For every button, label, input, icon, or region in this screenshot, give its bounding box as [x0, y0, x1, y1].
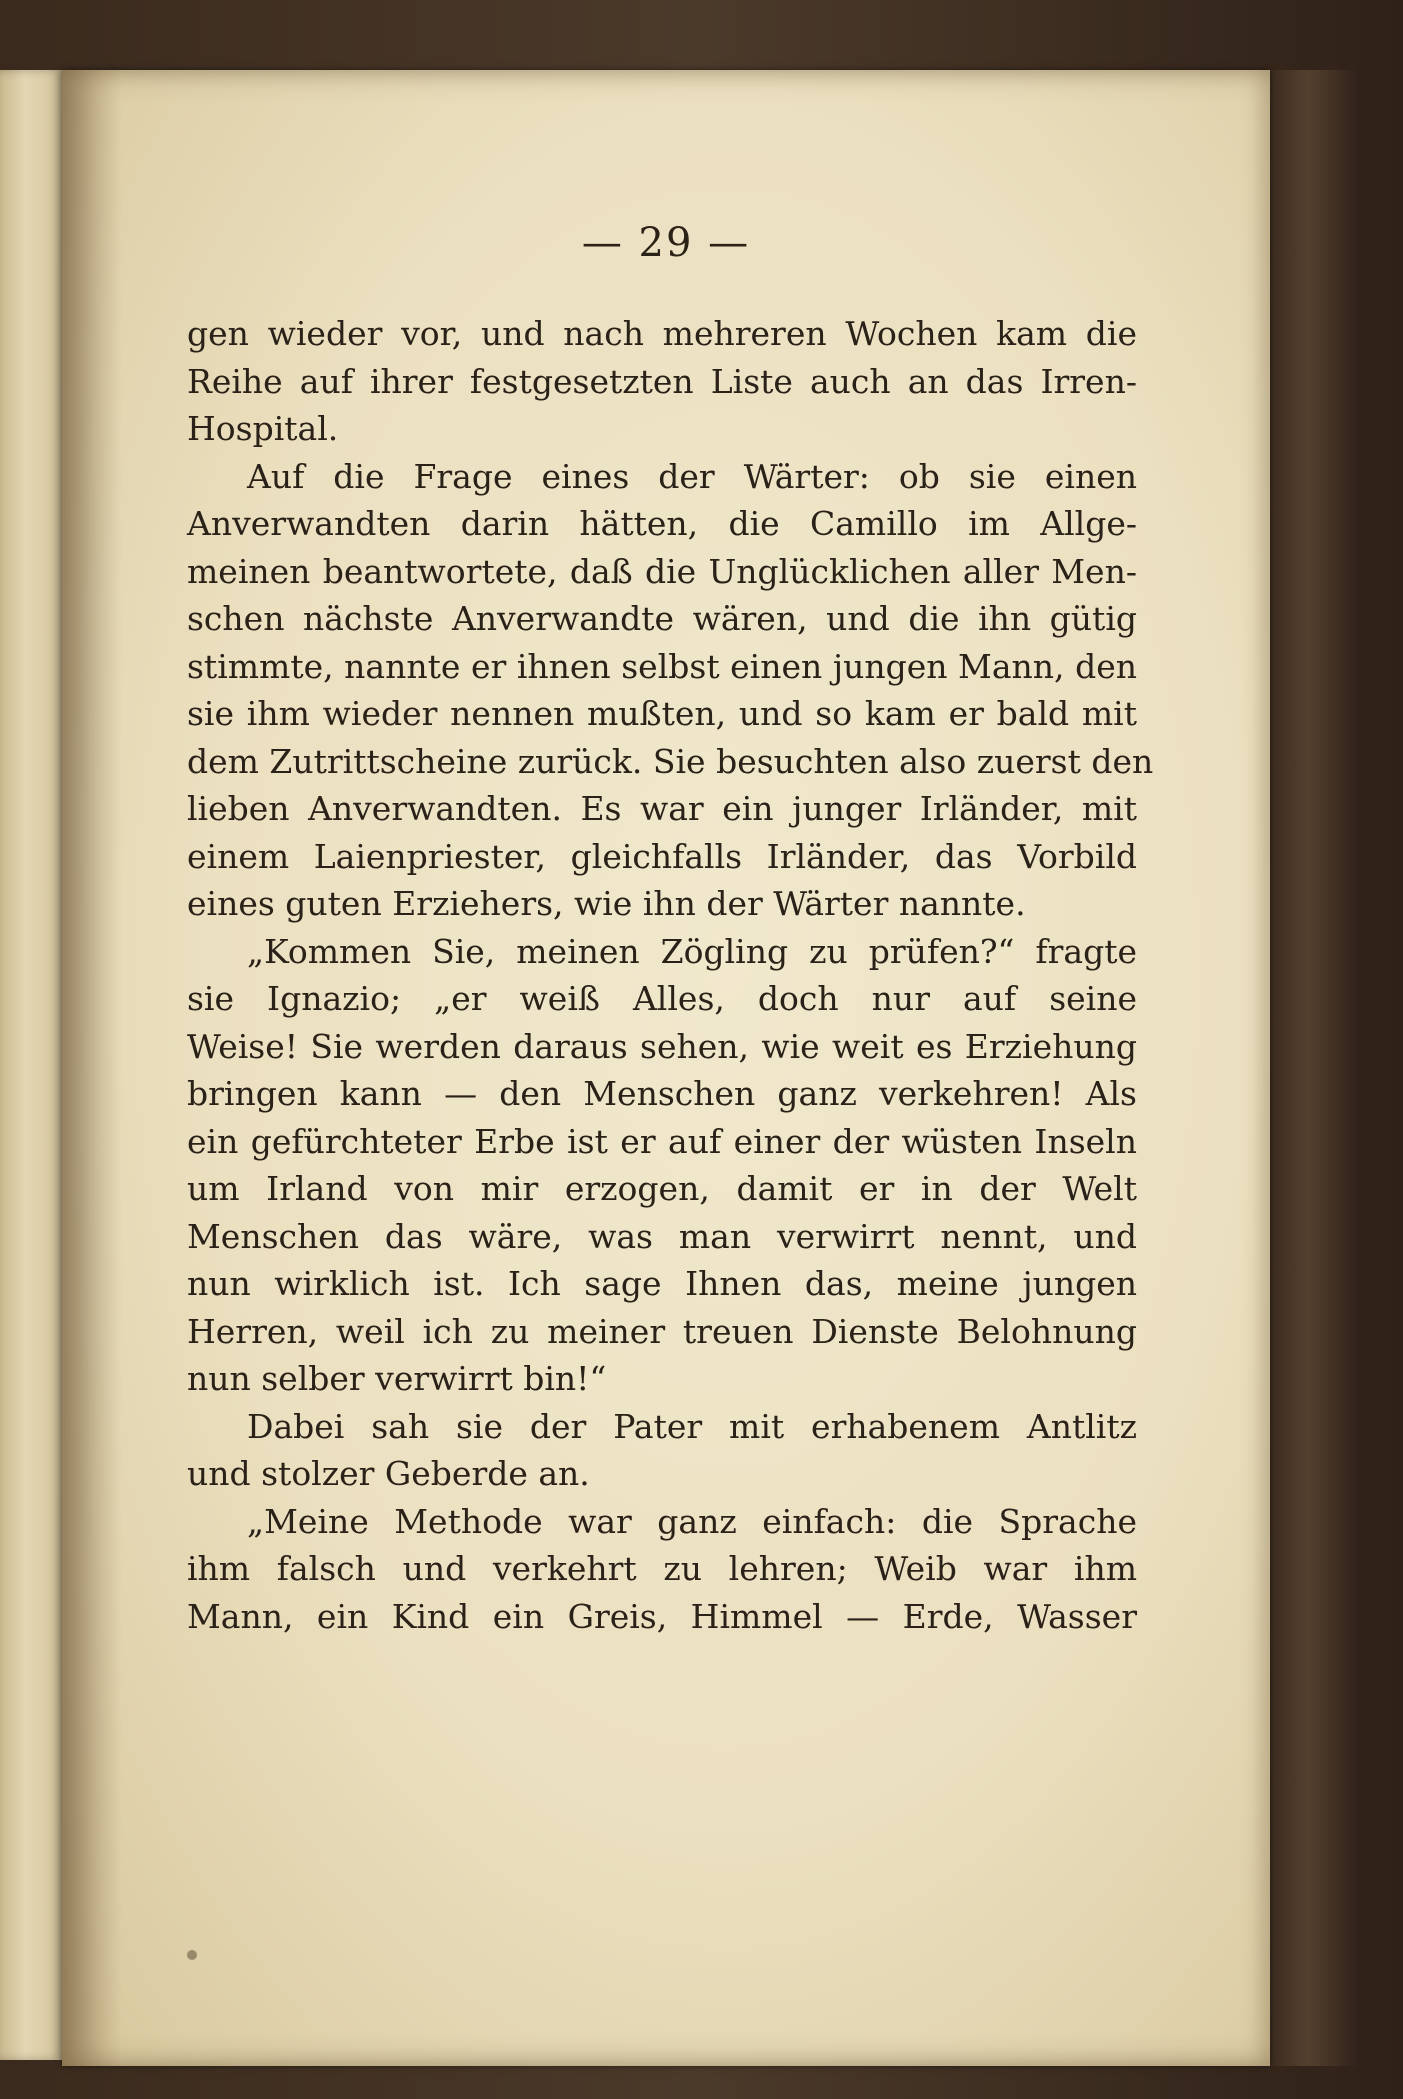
text-line: „Meine Methode war ganz einfach: die Sprache [247, 1501, 1137, 1541]
text-line: „Kommen Sie, meinen Zögling zu prüfen?“ fragte [247, 931, 1137, 971]
book-page [62, 70, 1270, 2066]
spine-shadow [62, 70, 122, 2066]
text-line: Reihe auf ihrer festgesetzten Liste auch an das Irren- [187, 361, 1137, 401]
text-line: bringen kann — den Menschen ganz verkehren! Als [187, 1074, 1137, 1113]
text-line: ein gefürchteter Erbe ist er auf einer der wüsten Inseln [187, 1121, 1137, 1161]
text-line: lieben Anverwandten. Es war ein junger Irländer, mit [187, 789, 1137, 828]
text-line: sie Ignazio; „er weiß Alles, doch nur auf seine [187, 979, 1137, 1018]
text-line: Auf die Frage eines der Wärter: ob sie einen [247, 456, 1137, 496]
text-line: Weise! Sie werden daraus sehen, wie weit es Erziehung [187, 1026, 1137, 1066]
text-line: stimmte, nannte er ihnen selbst einen jungen Mann, den [187, 646, 1137, 686]
text-line: einem Laienpriester, gleichfalls Irländer, das Vorbild [187, 836, 1137, 876]
text-line: dem Zutrittscheine zurück. Sie besuchten also zuerst den [187, 741, 1154, 781]
text-line: Herren, weil ich zu meiner treuen Dienste Belohnung [187, 1311, 1137, 1351]
text-line: Menschen das wäre, was man verwirrt nennt, und [187, 1216, 1137, 1256]
text-line: schen nächste Anverwandte wären, und die ihn gütig [187, 599, 1137, 638]
text-line: meinen beantwortete, daß die Unglücklichen aller Men- [187, 551, 1137, 591]
text-line: Anverwandten darin hätten, die Camillo im Allge- [187, 504, 1137, 543]
text-line: nun wirklich ist. Ich sage Ihnen das, meine jungen [187, 1264, 1137, 1303]
text-line: und stolzer Geberde an. [187, 1454, 590, 1493]
page-body [187, 310, 1154, 1640]
text-line: um Irland von mir erzogen, damit er in der Welt [187, 1169, 1137, 1208]
book-cover-edge [1270, 70, 1363, 2066]
page-number: — 29 — [581, 220, 751, 266]
text-line: Mann, ein Kind ein Greis, Himmel — Erde, Wasser [187, 1596, 1137, 1636]
text-line: sie ihm wieder nennen mußten, und so kam er bald mit [187, 694, 1137, 733]
text-line: Dabei sah sie der Pater mit erhabenem Antlitz [247, 1406, 1137, 1446]
left-page-edge [0, 70, 62, 2060]
text-line: gen wieder vor, und nach mehreren Wochen kam die [187, 314, 1137, 353]
paper-speck [187, 1950, 197, 1960]
text-line: eines guten Erziehers, wie ihn der Wärter nannte. [187, 884, 1026, 923]
text-line: ihm falsch und verkehrt zu lehren; Weib war ihm [187, 1549, 1137, 1588]
text-line: nun selber verwirrt bin!“ [187, 1359, 607, 1398]
text-line: Hospital. [187, 409, 339, 448]
